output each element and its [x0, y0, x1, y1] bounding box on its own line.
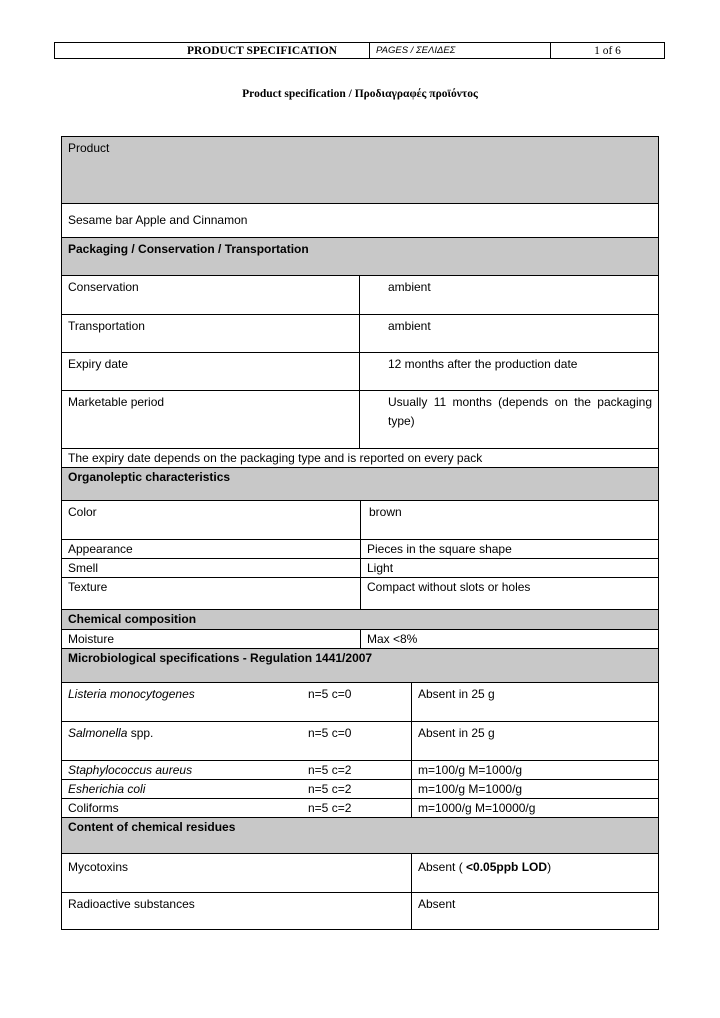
table-row: Salmonella spp. n=5 c=0 Absent in 25 g	[62, 721, 658, 760]
section-micro-heading: Microbiological specifications - Regulation 1441/2007	[62, 648, 658, 682]
table-row: Smell Light	[62, 558, 658, 577]
page-header	[54, 42, 665, 59]
table-row: Conservation ambient	[62, 275, 658, 314]
section-product-heading: Product	[62, 137, 658, 203]
table-row: Listeria monocytogenes n=5 c=0 Absent in 25 g	[62, 682, 658, 721]
header-title: PRODUCT SPECIFICATION	[186, 44, 337, 57]
section-organoleptic-heading: Organoleptic characteristics	[62, 467, 658, 500]
table-row: Transportation ambient	[62, 314, 658, 352]
table-row: Marketable period Usually 11 months (depends on the packaging type)	[62, 390, 658, 448]
table-row: Staphylococcus aureus n=5 c=2 m=100/g M=1000/g	[62, 760, 658, 779]
table-row: Esherichia coli n=5 c=2 m=100/g M=1000/g	[62, 779, 658, 798]
expiry-note-row: The expiry date depends on the packaging type and is reported on every pack	[62, 448, 658, 467]
header-pages-label: PAGES / ΣΕΛΙΔΕΣ	[369, 43, 551, 58]
section-packaging-heading: Packaging / Conservation / Transportation	[62, 237, 658, 275]
product-name: Sesame bar Apple and Cinnamon	[68, 213, 248, 227]
table-row: Expiry date 12 months after the production date	[62, 352, 658, 390]
product-name-row	[62, 203, 658, 237]
table-row: Moisture Max <8%	[62, 629, 658, 648]
table-row: Radioactive substances Absent	[62, 892, 658, 929]
table-row: Color brown	[62, 500, 658, 539]
header-page-count: 1 of 6	[594, 44, 621, 57]
section-chemical-heading: Chemical composition	[62, 609, 658, 629]
table-row: Texture Compact without slots or holes	[62, 577, 658, 609]
specification-table	[61, 136, 659, 930]
document-title: Product specification / Προδιαγραφές προϊόντος	[242, 88, 478, 100]
section-residues-heading: Content of chemical residues	[62, 817, 658, 853]
table-row: Mycotoxins Absent ( <0.05ppb LOD)	[62, 853, 658, 892]
table-row: Appearance Pieces in the square shape	[62, 539, 658, 558]
table-row: Coliforms n=5 c=2 m=1000/g M=10000/g	[62, 798, 658, 817]
